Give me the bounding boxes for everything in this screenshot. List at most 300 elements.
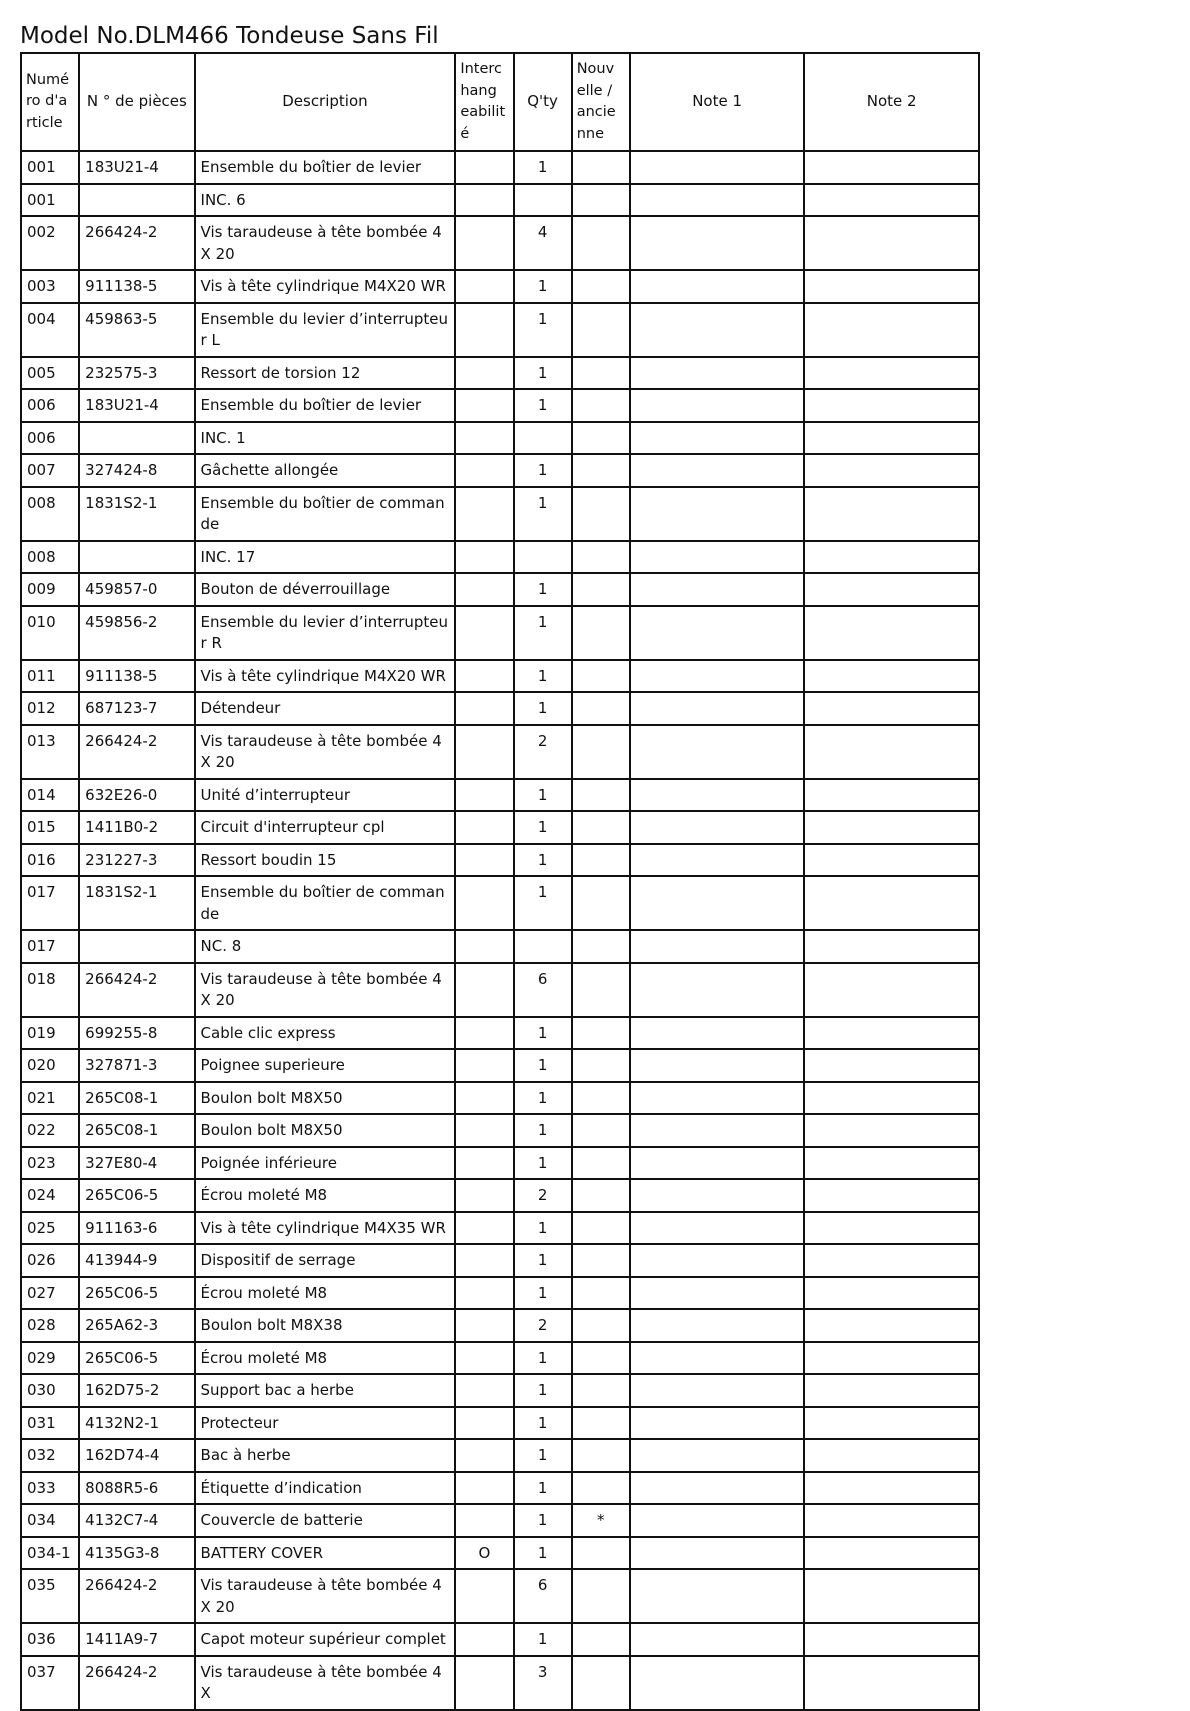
note-1-cell	[630, 1569, 805, 1623]
part-number-cell: 4132C7-4	[79, 1504, 194, 1537]
table-row	[21, 216, 979, 270]
note-1-cell	[630, 876, 805, 930]
new-old-cell	[572, 1212, 630, 1245]
new-old-cell	[572, 389, 630, 422]
quantity-cell: 1	[514, 1017, 572, 1050]
note-1-cell	[630, 216, 805, 270]
note-2-cell	[804, 1504, 979, 1537]
part-number-cell: 632E26-0	[79, 779, 194, 812]
note-1-cell	[630, 606, 805, 660]
description-cell: Écrou moleté M8	[195, 1179, 456, 1212]
note-1-cell	[630, 1147, 805, 1180]
new-old-cell	[572, 357, 630, 390]
quantity-cell: 2	[514, 725, 572, 779]
quantity-cell: 1	[514, 1623, 572, 1656]
item-number-cell: 025	[21, 1212, 79, 1245]
item-number-cell: 015	[21, 811, 79, 844]
interchangeability-cell	[455, 1212, 513, 1245]
part-number-cell: 1411B0-2	[79, 811, 194, 844]
item-number-cell: 030	[21, 1374, 79, 1407]
description-cell: Ensemble du boîtier de levier	[195, 151, 456, 184]
part-number-cell: 327E80-4	[79, 1147, 194, 1180]
description-cell: Ressort boudin 15	[195, 844, 456, 877]
new-old-cell	[572, 1342, 630, 1375]
note-1-cell	[630, 1407, 805, 1440]
part-number-cell: 265C06-5	[79, 1179, 194, 1212]
quantity-cell: 1	[514, 606, 572, 660]
description-cell: Boulon bolt M8X38	[195, 1309, 456, 1342]
quantity-cell: 2	[514, 1309, 572, 1342]
part-number-cell: 911163-6	[79, 1212, 194, 1245]
new-old-cell	[572, 1244, 630, 1277]
table-row	[21, 1537, 979, 1570]
new-old-cell	[572, 1179, 630, 1212]
note-2-cell	[804, 422, 979, 455]
part-number-cell: 266424-2	[79, 725, 194, 779]
item-number-cell: 014	[21, 779, 79, 812]
item-number-cell: 036	[21, 1623, 79, 1656]
quantity-cell: 1	[514, 1049, 572, 1082]
new-old-cell	[572, 454, 630, 487]
description-cell: Vis à tête cylindrique M4X20 WR	[195, 660, 456, 693]
quantity-cell: 1	[514, 1407, 572, 1440]
table-row	[21, 1623, 979, 1656]
item-number-cell: 026	[21, 1244, 79, 1277]
note-2-cell	[804, 1374, 979, 1407]
quantity-cell: 1	[514, 1082, 572, 1115]
quantity-cell: 6	[514, 1569, 572, 1623]
note-2-cell	[804, 1537, 979, 1570]
item-number-cell: 006	[21, 422, 79, 455]
table-row	[21, 1407, 979, 1440]
table-row	[21, 725, 979, 779]
description-cell: INC. 6	[195, 184, 456, 217]
quantity-cell: 1	[514, 1342, 572, 1375]
interchangeability-cell	[455, 1179, 513, 1212]
quantity-cell	[514, 184, 572, 217]
new-old-cell	[572, 1147, 630, 1180]
interchangeability-cell	[455, 270, 513, 303]
part-number-cell: 4135G3-8	[79, 1537, 194, 1570]
description-cell: Ensemble du boîtier de comman de	[195, 487, 456, 541]
new-old-cell	[572, 1082, 630, 1115]
part-number-cell: 183U21-4	[79, 389, 194, 422]
interchangeability-cell	[455, 1569, 513, 1623]
note-2-cell	[804, 184, 979, 217]
interchangeability-cell	[455, 660, 513, 693]
new-old-cell	[572, 151, 630, 184]
interchangeability-cell	[455, 487, 513, 541]
note-1-cell	[630, 692, 805, 725]
header-quantity: Q'ty	[514, 53, 572, 151]
parts-table	[20, 52, 980, 1711]
description-cell: BATTERY COVER	[195, 1537, 456, 1570]
quantity-cell: 1	[514, 1114, 572, 1147]
note-2-cell	[804, 487, 979, 541]
part-number-cell: 1411A9-7	[79, 1623, 194, 1656]
description-cell: Poignée inférieure	[195, 1147, 456, 1180]
description-cell: INC. 17	[195, 541, 456, 574]
part-number-cell	[79, 541, 194, 574]
note-1-cell	[630, 1309, 805, 1342]
new-old-cell	[572, 1017, 630, 1050]
description-cell: Vis taraudeuse à tête bombée 4X 20	[195, 216, 456, 270]
interchangeability-cell	[455, 930, 513, 963]
interchangeability-cell	[455, 1504, 513, 1537]
note-1-cell	[630, 487, 805, 541]
part-number-cell: 911138-5	[79, 660, 194, 693]
interchangeability-cell	[455, 811, 513, 844]
note-1-cell	[630, 1017, 805, 1050]
note-1-cell	[630, 1342, 805, 1375]
note-2-cell	[804, 692, 979, 725]
interchangeability-cell	[455, 151, 513, 184]
quantity-cell: 1	[514, 573, 572, 606]
note-1-cell	[630, 541, 805, 574]
item-number-cell: 031	[21, 1407, 79, 1440]
quantity-cell: 2	[514, 1179, 572, 1212]
part-number-cell: 1831S2-1	[79, 876, 194, 930]
item-number-cell: 009	[21, 573, 79, 606]
note-1-cell	[630, 270, 805, 303]
note-2-cell	[804, 1439, 979, 1472]
part-number-cell: 1831S2-1	[79, 487, 194, 541]
part-number-cell: 232575-3	[79, 357, 194, 390]
interchangeability-cell	[455, 1277, 513, 1310]
interchangeability-cell	[455, 1017, 513, 1050]
note-1-cell	[630, 1212, 805, 1245]
quantity-cell: 1	[514, 357, 572, 390]
new-old-cell	[572, 811, 630, 844]
part-number-cell: 459856-2	[79, 606, 194, 660]
description-cell: Ensemble du boîtier de comman de	[195, 876, 456, 930]
quantity-cell: 1	[514, 389, 572, 422]
note-1-cell	[630, 184, 805, 217]
table-row	[21, 930, 979, 963]
item-number-cell: 020	[21, 1049, 79, 1082]
item-number-cell: 033	[21, 1472, 79, 1505]
table-row	[21, 422, 979, 455]
table-row	[21, 876, 979, 930]
part-number-cell: 4132N2-1	[79, 1407, 194, 1440]
table-row	[21, 1569, 979, 1623]
note-1-cell	[630, 844, 805, 877]
description-cell: Ensemble du levier d’interrupteu r L	[195, 303, 456, 357]
description-cell: NC. 8	[195, 930, 456, 963]
quantity-cell: 1	[514, 692, 572, 725]
note-1-cell	[630, 1244, 805, 1277]
new-old-cell	[572, 1472, 630, 1505]
note-2-cell	[804, 389, 979, 422]
new-old-cell	[572, 779, 630, 812]
note-1-cell	[630, 357, 805, 390]
new-old-cell	[572, 184, 630, 217]
note-1-cell	[630, 1179, 805, 1212]
note-2-cell	[804, 541, 979, 574]
note-2-cell	[804, 779, 979, 812]
quantity-cell: 4	[514, 216, 572, 270]
part-number-cell: 8088R5-6	[79, 1472, 194, 1505]
note-2-cell	[804, 811, 979, 844]
note-2-cell	[804, 1049, 979, 1082]
quantity-cell: 1	[514, 779, 572, 812]
interchangeability-cell	[455, 692, 513, 725]
note-1-cell	[630, 1082, 805, 1115]
description-cell: Étiquette d’indication	[195, 1472, 456, 1505]
table-row	[21, 1374, 979, 1407]
quantity-cell: 1	[514, 1212, 572, 1245]
note-2-cell	[804, 454, 979, 487]
quantity-cell	[514, 541, 572, 574]
part-number-cell: 162D75-2	[79, 1374, 194, 1407]
part-number-cell	[79, 184, 194, 217]
note-2-cell	[804, 1179, 979, 1212]
table-row	[21, 184, 979, 217]
interchangeability-cell	[455, 184, 513, 217]
note-1-cell	[630, 1374, 805, 1407]
quantity-cell: 1	[514, 1277, 572, 1310]
item-number-cell: 018	[21, 963, 79, 1017]
note-2-cell	[804, 1082, 979, 1115]
new-old-cell	[572, 1049, 630, 1082]
interchangeability-cell	[455, 1147, 513, 1180]
table-row	[21, 270, 979, 303]
item-number-cell: 021	[21, 1082, 79, 1115]
interchangeability-cell	[455, 725, 513, 779]
item-number-cell: 013	[21, 725, 79, 779]
quantity-cell: 1	[514, 270, 572, 303]
interchangeability-cell	[455, 1472, 513, 1505]
table-row	[21, 606, 979, 660]
note-2-cell	[804, 606, 979, 660]
interchangeability-cell	[455, 844, 513, 877]
note-2-cell	[804, 1569, 979, 1623]
item-number-cell: 034-1	[21, 1537, 79, 1570]
note-2-cell	[804, 844, 979, 877]
header-new-old: Nouv elle / ancie nne	[572, 53, 630, 151]
new-old-cell	[572, 606, 630, 660]
quantity-cell: 1	[514, 454, 572, 487]
part-number-cell: 459857-0	[79, 573, 194, 606]
item-number-cell: 034	[21, 1504, 79, 1537]
description-cell: Ressort de torsion 12	[195, 357, 456, 390]
interchangeability-cell	[455, 876, 513, 930]
quantity-cell: 1	[514, 487, 572, 541]
item-number-cell: 017	[21, 876, 79, 930]
description-cell: Vis à tête cylindrique M4X35 WR	[195, 1212, 456, 1245]
note-1-cell	[630, 725, 805, 779]
header-interchangeability: Interc hang eabilit é	[455, 53, 513, 151]
table-row	[21, 1017, 979, 1050]
interchangeability-cell	[455, 1374, 513, 1407]
quantity-cell: 1	[514, 1439, 572, 1472]
description-cell: Couvercle de batterie	[195, 1504, 456, 1537]
table-row	[21, 779, 979, 812]
interchangeability-cell	[455, 779, 513, 812]
new-old-cell	[572, 487, 630, 541]
note-1-cell	[630, 422, 805, 455]
part-number-cell: 266424-2	[79, 963, 194, 1017]
table-row	[21, 660, 979, 693]
table-row	[21, 811, 979, 844]
note-1-cell	[630, 811, 805, 844]
description-cell: INC. 1	[195, 422, 456, 455]
table-row	[21, 151, 979, 184]
part-number-cell: 699255-8	[79, 1017, 194, 1050]
description-cell: Circuit d'interrupteur cpl	[195, 811, 456, 844]
part-number-cell: 265C08-1	[79, 1114, 194, 1147]
table-row	[21, 1114, 979, 1147]
table-row	[21, 1439, 979, 1472]
description-cell: Écrou moleté M8	[195, 1342, 456, 1375]
quantity-cell	[514, 930, 572, 963]
note-1-cell	[630, 1623, 805, 1656]
part-number-cell: 265C06-5	[79, 1277, 194, 1310]
part-number-cell	[79, 422, 194, 455]
new-old-cell	[572, 1277, 630, 1310]
note-1-cell	[630, 454, 805, 487]
note-1-cell	[630, 1114, 805, 1147]
header-note-2: Note 2	[804, 53, 979, 151]
note-2-cell	[804, 357, 979, 390]
new-old-cell	[572, 963, 630, 1017]
new-old-cell	[572, 1309, 630, 1342]
description-cell: Vis à tête cylindrique M4X20 WR	[195, 270, 456, 303]
new-old-cell	[572, 930, 630, 963]
quantity-cell: 1	[514, 1504, 572, 1537]
new-old-cell	[572, 1407, 630, 1440]
new-old-cell	[572, 660, 630, 693]
quantity-cell: 1	[514, 1244, 572, 1277]
item-number-cell: 008	[21, 541, 79, 574]
description-cell: Vis taraudeuse à tête bombée 4X 20	[195, 725, 456, 779]
table-header-row	[21, 53, 979, 151]
table-row	[21, 573, 979, 606]
item-number-cell: 023	[21, 1147, 79, 1180]
note-1-cell	[630, 963, 805, 1017]
item-number-cell: 001	[21, 151, 79, 184]
interchangeability-cell	[455, 303, 513, 357]
interchangeability-cell	[455, 1114, 513, 1147]
part-number-cell: 231227-3	[79, 844, 194, 877]
item-number-cell: 003	[21, 270, 79, 303]
note-2-cell	[804, 1017, 979, 1050]
note-2-cell	[804, 270, 979, 303]
note-1-cell	[630, 1537, 805, 1570]
note-1-cell	[630, 660, 805, 693]
table-row	[21, 692, 979, 725]
new-old-cell	[572, 1623, 630, 1656]
description-cell: Support bac a herbe	[195, 1374, 456, 1407]
item-number-cell: 017	[21, 930, 79, 963]
part-number-cell	[79, 930, 194, 963]
header-note-1: Note 1	[630, 53, 805, 151]
item-number-cell: 010	[21, 606, 79, 660]
interchangeability-cell	[455, 963, 513, 1017]
description-cell: Vis taraudeuse à tête bombée 4X 20	[195, 1569, 456, 1623]
table-row	[21, 1244, 979, 1277]
note-2-cell	[804, 573, 979, 606]
note-2-cell	[804, 1342, 979, 1375]
item-number-cell: 035	[21, 1569, 79, 1623]
part-number-cell: 183U21-4	[79, 151, 194, 184]
description-cell: Bac à herbe	[195, 1439, 456, 1472]
interchangeability-cell	[455, 1244, 513, 1277]
quantity-cell: 1	[514, 1537, 572, 1570]
interchangeability-cell	[455, 454, 513, 487]
item-number-cell: 001	[21, 184, 79, 217]
description-cell: Unité d’interrupteur	[195, 779, 456, 812]
note-1-cell	[630, 1049, 805, 1082]
quantity-cell: 1	[514, 1147, 572, 1180]
description-cell: Écrou moleté M8	[195, 1277, 456, 1310]
description-cell: Protecteur	[195, 1407, 456, 1440]
quantity-cell: 1	[514, 660, 572, 693]
new-old-cell	[572, 1114, 630, 1147]
interchangeability-cell	[455, 389, 513, 422]
table-row	[21, 1212, 979, 1245]
note-2-cell	[804, 1623, 979, 1656]
description-cell: Boulon bolt M8X50	[195, 1082, 456, 1115]
table-row	[21, 487, 979, 541]
header-description: Description	[195, 53, 456, 151]
quantity-cell: 1	[514, 844, 572, 877]
description-cell: Dispositif de serrage	[195, 1244, 456, 1277]
part-number-cell: 265C08-1	[79, 1082, 194, 1115]
interchangeability-cell	[455, 1407, 513, 1440]
note-2-cell	[804, 876, 979, 930]
new-old-cell	[572, 573, 630, 606]
description-cell: Gâchette allongée	[195, 454, 456, 487]
part-number-cell: 266424-2	[79, 1569, 194, 1623]
note-2-cell	[804, 1407, 979, 1440]
part-number-cell: 687123-7	[79, 692, 194, 725]
table-row	[21, 1309, 979, 1342]
new-old-cell	[572, 216, 630, 270]
part-number-cell: 459863-5	[79, 303, 194, 357]
description-cell: Poignee superieure	[195, 1049, 456, 1082]
quantity-cell: 1	[514, 1472, 572, 1505]
item-number-cell: 007	[21, 454, 79, 487]
note-2-cell	[804, 930, 979, 963]
note-2-cell	[804, 725, 979, 779]
description-cell: Ensemble du levier d’interrupteu r R	[195, 606, 456, 660]
note-2-cell	[804, 303, 979, 357]
table-row	[21, 454, 979, 487]
part-number-cell: 911138-5	[79, 270, 194, 303]
new-old-cell	[572, 1374, 630, 1407]
table-row	[21, 1472, 979, 1505]
item-number-cell: 022	[21, 1114, 79, 1147]
item-number-cell: 028	[21, 1309, 79, 1342]
description-cell: Ensemble du boîtier de levier	[195, 389, 456, 422]
item-number-cell: 011	[21, 660, 79, 693]
note-1-cell	[630, 1472, 805, 1505]
note-2-cell	[804, 1277, 979, 1310]
interchangeability-cell	[455, 357, 513, 390]
note-1-cell	[630, 573, 805, 606]
interchangeability-cell	[455, 541, 513, 574]
table-row	[21, 1049, 979, 1082]
new-old-cell	[572, 422, 630, 455]
interchangeability-cell	[455, 422, 513, 455]
note-2-cell	[804, 1212, 979, 1245]
note-2-cell	[804, 1244, 979, 1277]
part-number-cell: 265A62-3	[79, 1309, 194, 1342]
part-number-cell: 265C06-5	[79, 1342, 194, 1375]
item-number-cell: 016	[21, 844, 79, 877]
table-row	[21, 963, 979, 1017]
